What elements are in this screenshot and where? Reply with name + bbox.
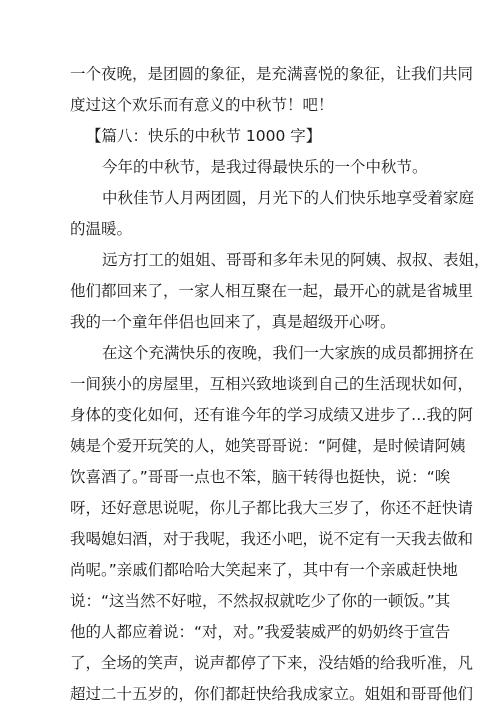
paragraph-line: 一个夜晚，是团圆的象征，是充满喜悦的象征，让我们共同 — [70, 65, 474, 83]
paragraph-line: 姨是个爱开玩笑的人，她笑哥哥说：“阿健，是时候请阿姨 — [70, 437, 466, 455]
paragraph-line: 在这个充满快乐的夜晚，我们一大家族的成员都拥挤在 — [102, 344, 475, 362]
paragraph-line: 度过这个欢乐而有意义的中秋节！吧！ — [70, 96, 334, 114]
paragraph-line: 我的一个童年伴侣也回来了，真是超级开心呀。 — [70, 313, 396, 331]
paragraph-line: 呀，还好意思说呢，你儿子都比我大三岁了，你还不赶快请 — [70, 499, 474, 517]
paragraph-line: 超过二十五岁的，你们都赶快给我成家立。姐姐和哥哥他们 — [70, 685, 474, 703]
paragraph-line: 今年的中秋节，是我过得最快乐的一个中秋节。 — [102, 158, 428, 176]
paragraph-line: 饮喜酒了。”哥哥一点也不笨，脑干转得也挺快，说：“唉 — [70, 468, 451, 486]
paragraph-line: 中秋佳节人月两团圆，月光下的人们快乐地享受着家庭 — [102, 189, 475, 207]
paragraph-line: 他的人都应着说：“对，对。”我爱装威严的奶奶终于宣告 — [70, 623, 451, 641]
paragraph-line: 我喝媳妇酒，对于我呢，我还小吧，说不定有一天我去做和 — [70, 530, 474, 548]
section-heading: 【篇八：快乐的中秋节 1000 字】 — [86, 127, 322, 145]
paragraph-line: 说：“这当然不好啦，不然叔叔就吃少了你的一顿饭。”其 — [70, 592, 451, 610]
paragraph-line: 身体的变化如何，还有谁今年的学习成绩又进步了…我的阿 — [70, 406, 474, 424]
paragraph-line: 的温暖。 — [70, 220, 133, 238]
paragraph-line: 他们都回来了，一家人相互聚在一起，最开心的就是省城里 — [70, 282, 474, 300]
paragraph-line: 一间狭小的房屋里，互相兴致地谈到自己的生活现状如何， — [70, 375, 474, 393]
paragraph-line: 远方打工的姐姐、哥哥和多年未见的阿姨、叔叔、表姐， — [102, 251, 490, 269]
paragraph-line: 尚呢。”亲戚们都哈哈大笑起来了，其中有一个亲戚赶快地 — [70, 561, 458, 579]
paragraph-line: 了，全场的笑声，说声都停了下来，没结婚的给我听准，凡 — [70, 654, 474, 672]
